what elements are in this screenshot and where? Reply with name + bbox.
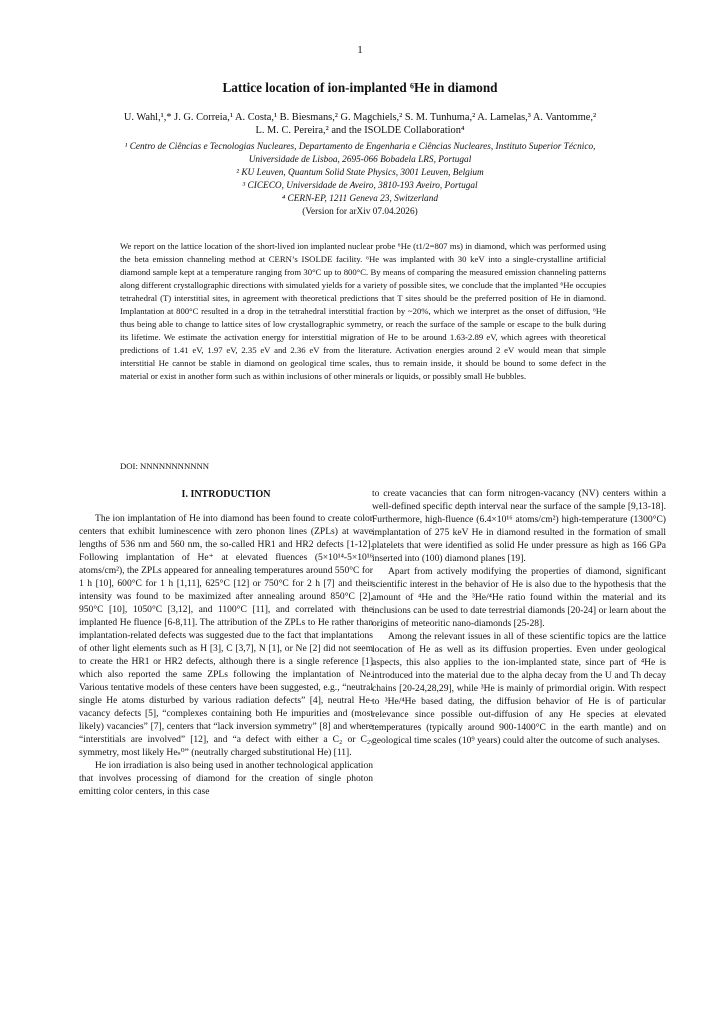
affiliation-line: ¹ Centro de Ciências e Tecnologias Nucleares, Departamento de Engenharia e Ciências Nucleares, Instituto Superior Técnico,: [124, 142, 596, 152]
affiliation-line: ⁴ CERN-EP, 1211 Geneva 23, Switzerland: [281, 194, 438, 205]
affiliation-line: Universidade de Lisboa, 2695-066 Bobadela LRS, Portugal: [248, 155, 472, 166]
body-paragraph: Apart from actively modifying the properties of diamond, significant scientific interest in the behavior of He is also due to the hypothesis that the amount of ⁴He and the ³He/⁴He ratio found within the material and its inclusions can be used to date terrestrial diamonds [20-24] or learn about the origins of meteoritic nano-diamonds [25-28].: [372, 566, 666, 629]
affiliation-line: ³ CICECO, Universidade de Aveiro, 3810-193 Aveiro, Portugal: [242, 181, 478, 192]
authors-line-1: U. Wahl,¹,* J. G. Correia,¹ A. Costa,¹ B. Biesmans,² G. Magchiels,² S. M. Tunhuma,² A. Lamelas,³ A. Vantomme,²: [123, 112, 597, 123]
section-heading: I. INTRODUCTION: [181, 489, 271, 500]
body-paragraph: The ion implantation of He into diamond has been found to create color centers that exhibit luminescence with zero phonon lines (ZPLs) at wave lengths of 536 nm and 560 nm, the so-called HR1 and HR2 defects [1-12]. Following implantation of He⁺ at elevated fluences (5×10¹⁴-5×10¹⁶ atoms/cm²), the ZPLs appeared for annealing temperatures around 550°C for 1 h [10], 600°C for 1 h [1,11], 625°C [12] or 750°C for 2 h [7] and their intensity was found to be maximized after annealing around 850°C [2], 950°C [10], 1050°C [3,12], and 1100°C [11], and correlated with the implanted He fluence [6-8,11]. The attribution of the ZPLs to He rather than implantation-related defects was suggested due to the fact that implantations of other light elements such as H [3], C [3,7], N [1], or Ne [2] did not seem to create the HR1 or HR2 defects, although there is a single reference [1] which also reported the same ZPLs following the implantation of Ne. Various tentative models of these centers have been suggested, e.g., “neutral single He atoms disturbed by various radiation defects” [4], neutral He-vacancy defects [5], “complexes containing both He impurities and (most likely) vacancies” [7], centers that “lack inversion symmetry” [8] and where “interstitials are involved” [12], and “a defect with either a C₂ or C₂ᵥ symmetry, most likely Heₛ⁰” (neutrally charged substitutional He) [11].: [79, 513, 373, 758]
author-list: [60, 111, 660, 137]
paper-title: Lattice location of ion-implanted ⁶He in diamond: [222, 80, 498, 95]
abstract-text: We report on the lattice location of the short-lived ion implanted nuclear probe ⁶He (t1/2=807 ms) in diamond, which was performed using the beta emission channeling method at CERN’s ISOLDE facility. ⁶He was implanted with 30 keV into a single-crystalline artificial diamond sample kept at a temperature ranging from 30°C up to 800°C. By means of comparing the measured emission channeling patterns along different crystallographic directions with simulated yields for a variety of possible sites, we conclude that the implanted ⁶He occupies tetrahedral (T) interstitial sites, in agreement with theoretical predictions that T sites should be the preferred position of He in diamond. Implantation at 800°C resulted in a drop in the tetrahedral interstitial fraction by ~20%, which we interpret as the onset of diffusion, ⁶He thus being able to change to lattice sites of low crystallographic symmetry, or reach the surface of the sample or escape to the bulk during its lifetime. We estimate the activation energy for interstitial migration of He to be around 1.63-2.89 eV, which agrees with theoretical predictions of 1.41 eV, 1.97 eV, 2.35 eV and 2.36 eV from the literature. Activation energies around 2 eV would mean that simple interstitial He cannot be stable in diamond on geological time scales, thus to remain inside, it should be bound to some defect in the material or exist in another form such as within inclusions of other minerals or liquids, or possibly small He bubbles.: [120, 241, 606, 382]
abstract: [120, 240, 606, 384]
authors-line-2: L. M. C. Pereira,² and the ISOLDE Collaboration⁴: [255, 125, 465, 136]
right-column: [372, 487, 666, 747]
body-paragraph: to create vacancies that can form nitrogen-vacancy (NV) centers within a well-defined specific depth interval near the surface of the sample [9,13-18]. Furthermore, high-fluence (6.4×10¹⁶ atoms/cm²) high-temperature (1300°C) implantation of 275 keV He in diamond resulted in the formation of small platelets that were identified as solid He under pressure as high as 166 GPa inserted into (100) diamond planes [19].: [372, 488, 666, 564]
affiliations: [60, 141, 660, 220]
doi: DOI: NNNNNNNNNNN: [120, 461, 210, 471]
affiliation-line: ² KU Leuven, Quantum Solid State Physics, 3001 Leuven, Belgium: [236, 168, 484, 179]
body-paragraph: Among the relevant issues in all of these scientific topics are the lattice location of He as well as its diffusion properties. Even under geological aspects, this also applies to the ion-implanted state, since part of ⁴He is introduced into the material due to the alpha decay from the U and Th decay chains [20-24,28,29], while ³He is mainly of primordial origin. With respect to ³He/⁴He based dating, the diffusion behavior of He is of particular relevance since possible out-diffusion of any He species at elevated temperatures (typically around 900-1400°C in the earth mantle) and on geological time scales (10⁹ years) could alter the outcome of such analyses.: [372, 631, 666, 746]
body-paragraph: He ion irradiation is also being used in another technological application that involves processing of diamond for the creation of single photon emitting color centers, in this case: [79, 760, 373, 797]
left-column: [79, 487, 373, 798]
version-note: (Version for arXiv 07.04.2026): [302, 207, 418, 218]
page-number: 1: [357, 44, 363, 56]
